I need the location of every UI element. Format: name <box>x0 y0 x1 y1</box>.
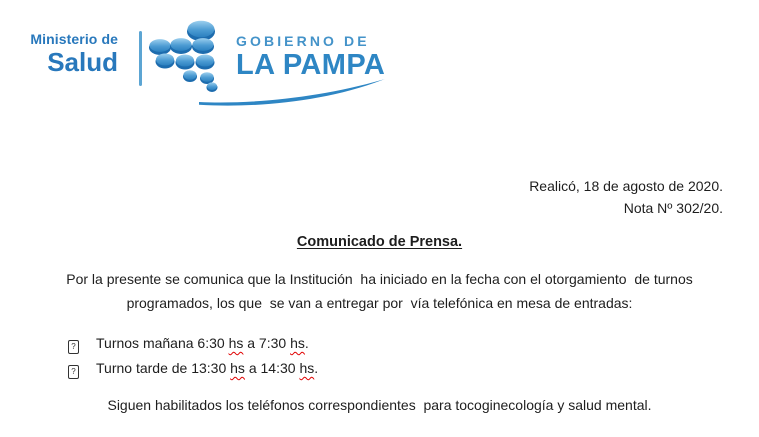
bullet-text-segment: Turnos mañana 6:30 <box>96 335 229 351</box>
missing-glyph-bullet-icon: ? <box>68 340 79 354</box>
ministry-logo-text <box>20 31 118 75</box>
page-title: Comunicado de Prensa. <box>296 234 463 250</box>
misspelled-word: hs <box>230 360 245 376</box>
closing-line: Siguen habilitados los teléfonos correspondientes para tocoginecología y salud mental. <box>107 397 652 413</box>
government-name-line1: GOBIERNO DE <box>236 33 370 49</box>
bullet-text-segment: a 7:30 <box>243 335 291 351</box>
government-logo-text <box>236 33 385 80</box>
paragraph-line-2: programados, los que se van a entregar por vía telefónica en mesa de entradas: <box>126 294 633 311</box>
list-item <box>68 356 318 381</box>
bullet-text-segment: . <box>314 360 319 376</box>
government-name-line2: LA PAMPA <box>236 49 386 81</box>
list-item <box>68 331 318 356</box>
bullet-list <box>68 331 318 381</box>
bullet-text <box>96 335 309 351</box>
note-number: Nota Nº 302/20. <box>623 199 723 216</box>
ministry-name-line1: Ministerio de <box>30 31 118 47</box>
misspelled-word: hs <box>228 335 244 351</box>
ministry-name-line2: Salud <box>47 47 118 77</box>
bullet-text-segment: Turno tarde de 13:30 <box>96 360 231 376</box>
logo-divider <box>139 31 142 86</box>
body-paragraph <box>0 268 759 315</box>
logo-swoosh-icon <box>196 76 388 106</box>
missing-glyph-bullet-icon: ? <box>68 365 79 379</box>
date-block <box>529 176 723 219</box>
bullet-text <box>96 360 318 376</box>
misspelled-word: hs <box>299 360 315 376</box>
dateline: Realicó, 18 de agosto de 2020. <box>529 178 723 194</box>
bullet-text-segment: a 14:30 <box>244 360 300 376</box>
misspelled-word: hs <box>290 335 305 351</box>
bullet-text-segment: . <box>304 335 309 351</box>
paragraph-line-1: Por la presente se comunica que la Institución ha iniciado en la fecha con el otorgamiento de turnos <box>66 271 693 287</box>
